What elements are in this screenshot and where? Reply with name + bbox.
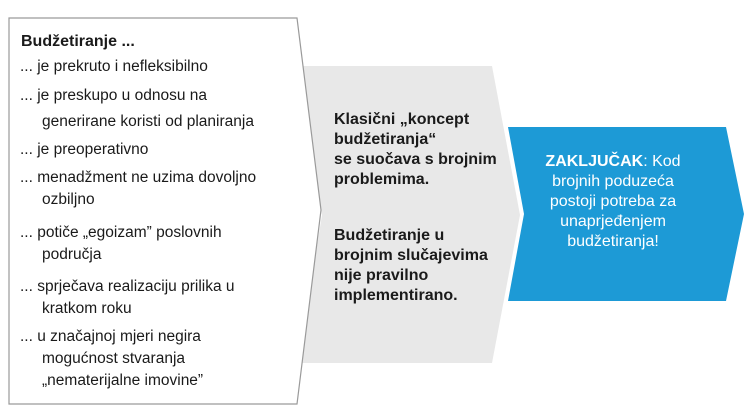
middle-p2-line-2: brojnim slučajevima: [334, 247, 488, 264]
conclusion-text: [518, 152, 708, 252]
left-box-heading: Budžetiranje ...: [21, 33, 135, 50]
middle-paragraph-1: [334, 110, 497, 190]
left-item-4-line-2: ozbiljno: [42, 191, 95, 208]
conclusion-keyword: ZAKLJUČAK: [545, 153, 644, 170]
left-item-7-line-1: ... u značajnoj mjeri negira: [20, 328, 201, 345]
middle-p2-line-3: nije pravilno: [334, 267, 429, 284]
conclusion-line-3: postoji potreba za: [549, 193, 677, 210]
left-item-3-line-1: ... je preoperativno: [20, 141, 149, 158]
conclusion-first-text: : Kod: [643, 153, 681, 170]
left-item-5-line-1: ... potiče „egoizam” poslovnih: [20, 224, 222, 241]
conclusion-line-5: budžetiranja!: [567, 233, 659, 250]
conclusion-line-2: brojnih poduzeća: [552, 173, 674, 190]
left-item-1-line-1: ... je prekruto i nefleksibilno: [20, 58, 208, 75]
middle-p1-line-2: budžetiranja“: [334, 131, 437, 148]
middle-p2-line-4: implementirano.: [334, 287, 458, 304]
left-item-6-line-1: ... sprječava realizaciju prilika u: [20, 278, 235, 295]
middle-p1-line-4: problemima.: [334, 171, 430, 188]
conclusion-line-4: unaprjeđenjem: [560, 213, 666, 230]
left-item-7-line-3: „nematerijalne imovine”: [42, 372, 204, 389]
middle-p1-line-1: Klasični „koncept: [334, 111, 470, 128]
left-item-2-line-1: ... je preskupo u odnosu na: [20, 87, 207, 104]
middle-p1-line-3: se suočava s brojnim: [334, 151, 497, 168]
left-item-5-line-2: područja: [42, 246, 102, 263]
left-item-2-line-2: generirane koristi od planiranja: [42, 113, 254, 130]
conclusion-line-1: [518, 152, 708, 172]
left-item-6-line-2: kratkom roku: [42, 300, 132, 317]
middle-p2-line-1: Budžetiranje u: [334, 227, 445, 244]
middle-paragraph-2: [334, 226, 488, 306]
left-item-4-line-1: ... menadžment ne uzima dovoljno: [20, 169, 257, 186]
left-item-7-line-2: mogućnost stvaranja: [42, 350, 186, 367]
